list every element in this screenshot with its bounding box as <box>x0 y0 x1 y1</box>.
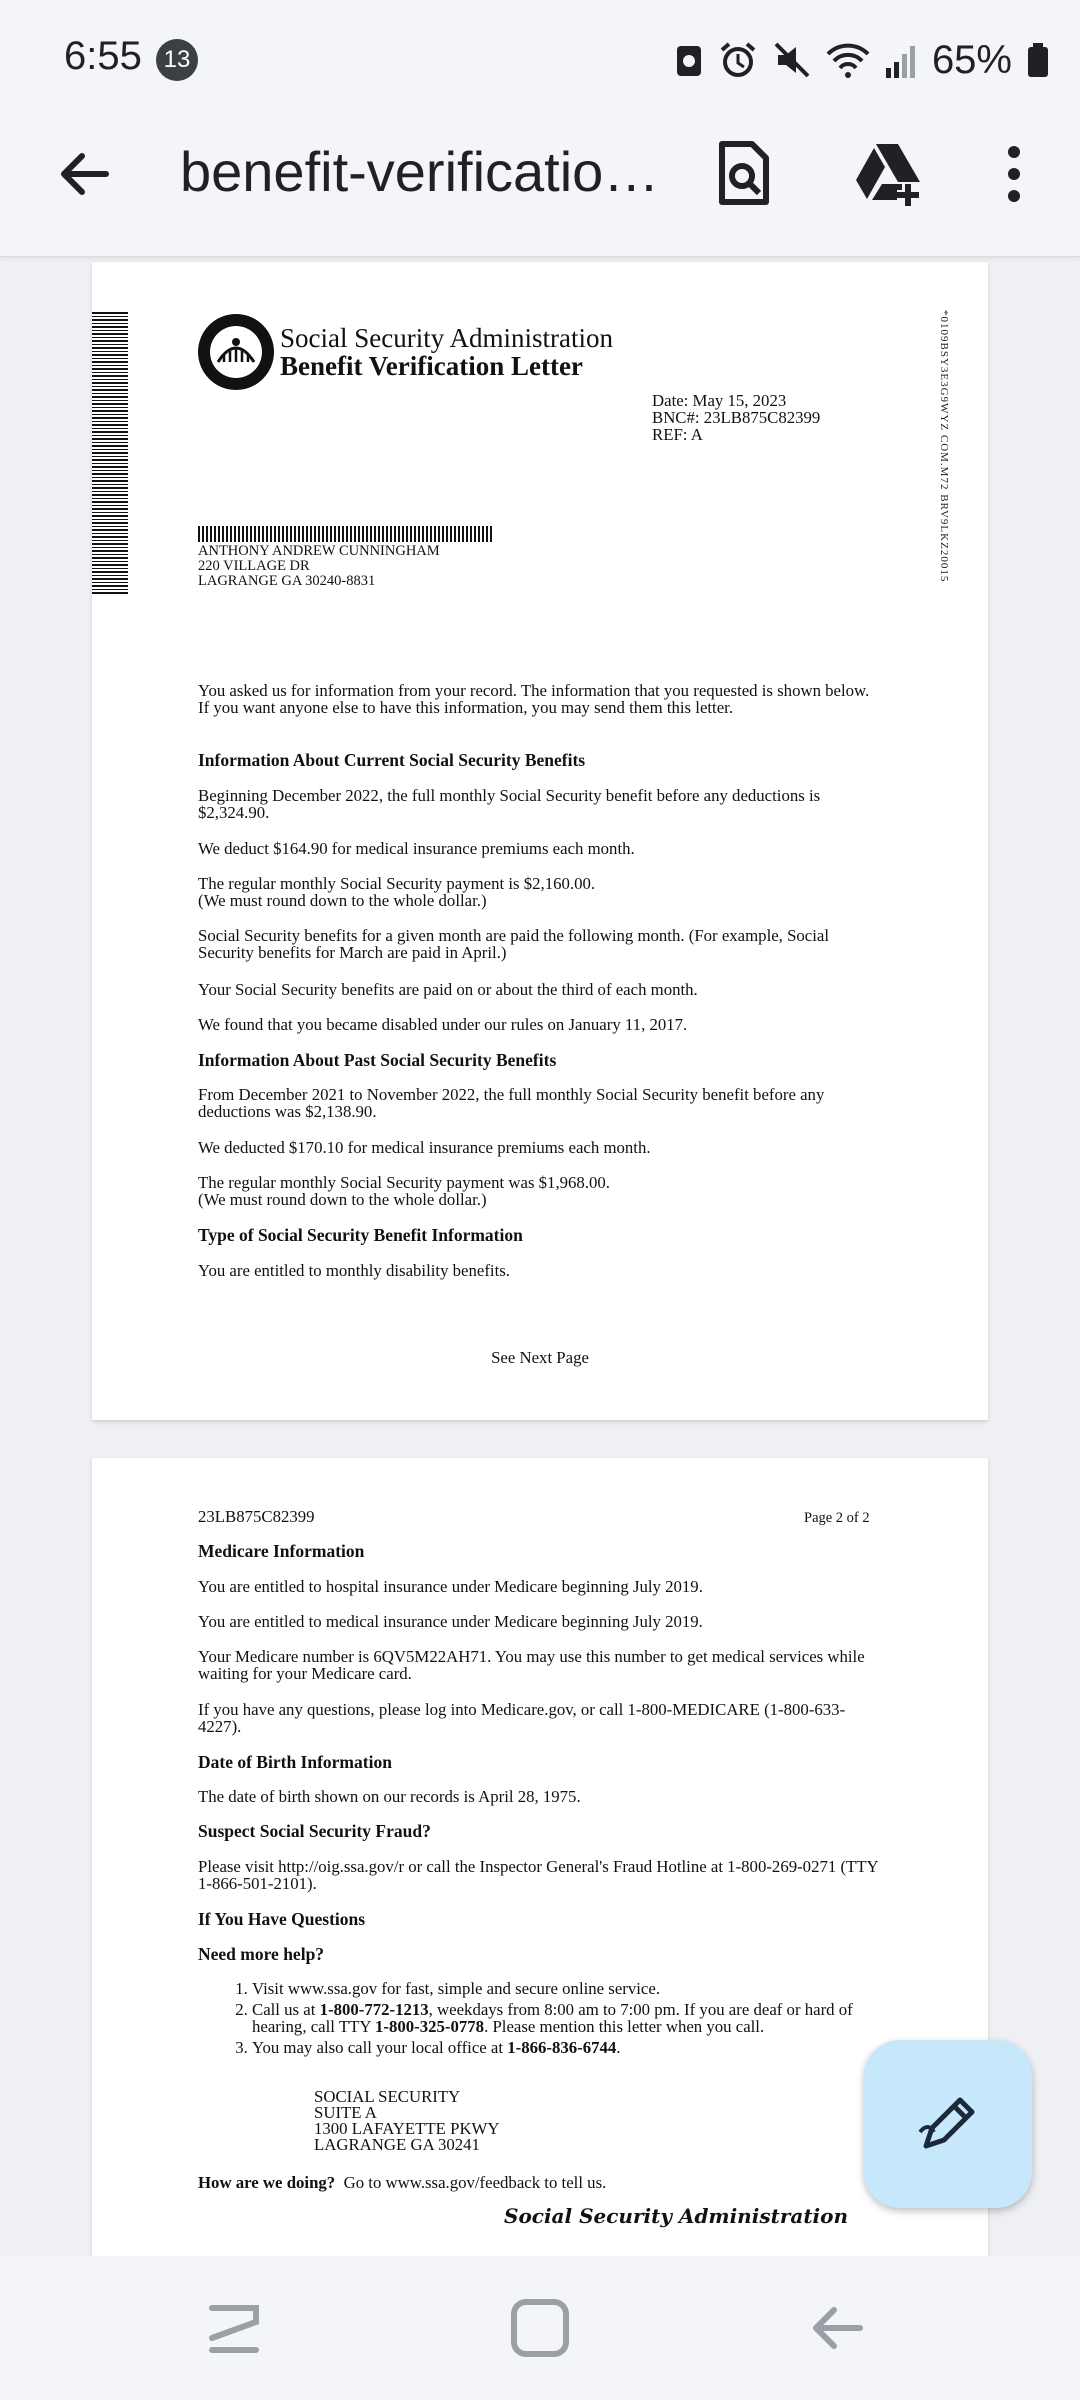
see-next-page: See Next Page <box>491 1348 589 1367</box>
add-to-drive-icon[interactable] <box>852 138 924 210</box>
past-payment-note: (We must round down to the whole dollar.) <box>198 1190 487 1209</box>
ref-code: REF: A <box>652 425 703 444</box>
local-office-phone: 1-866-836-6744 <box>507 2038 617 2057</box>
help-heading: Need more help? <box>198 1944 325 1964</box>
help-item-2: 2. Call us at 1-800-772-1213, weekdays from 8:00 am to 7:00 pm. If you are deaf or hard of hearing, call TTY 1-800-325-0778. Please mention this letter when you call. <box>252 2001 892 2035</box>
office-line-4: LAGRANGE GA 30241 <box>314 2135 480 2154</box>
ssa-seal-logo <box>196 312 276 392</box>
fraud-text: Please visit http://oig.ssa.gov/r or call the Inspector General's Fraud Hotline at 1-800-269-0271 (TTY 1-866-501-2101). <box>198 1857 879 1893</box>
wifi-icon <box>826 40 870 80</box>
medicare-medical: You are entitled to medical insurance under Medicare beginning July 2019. <box>198 1612 703 1631</box>
more-vert-icon[interactable] <box>978 138 1050 210</box>
feedback-text: Go to www.ssa.gov/feedback to tell us. <box>343 2173 607 2192</box>
office-line-2: SUITE A <box>314 2103 377 2122</box>
battery-percentage: 65% <box>931 37 1012 82</box>
status-icons <box>674 34 1050 86</box>
payment-date: Your Social Security benefits are paid on or about the third of each month. <box>198 980 698 999</box>
search-document-icon[interactable] <box>708 138 780 210</box>
battery-icon <box>1026 40 1050 80</box>
document-page-2[interactable] <box>92 1458 988 2258</box>
help-list <box>212 1980 892 2060</box>
past-benefit-amount: From December 2021 to November 2022, the full monthly Social Security benefit before any deductions was $2,138.90. <box>198 1085 825 1121</box>
status-bar <box>0 0 1080 120</box>
page-number-label: Page 2 of 2 <box>804 1510 870 1526</box>
help-item-3: 3. You may also call your local office at 1-866-836-6744. <box>252 2039 892 2056</box>
feedback-label: How are we doing? <box>198 2173 336 2192</box>
agency-name: Social Security Administration <box>280 323 613 353</box>
address-city: LAGRANGE GA 30240-8831 <box>198 573 376 589</box>
side-reference-code: *0109BSY3E3G9WYZ COM.M72 BRV9LKZ20015 <box>938 310 950 583</box>
current-deduction: We deduct $164.90 for medical insurance premiums each month. <box>198 839 635 858</box>
past-payment: The regular monthly Social Security payment was $1,968.00. <box>198 1173 610 1192</box>
back-icon[interactable] <box>800 2288 880 2368</box>
current-benefits-heading: Information About Current Social Security Benefits <box>198 750 586 770</box>
address-street: 220 VILLAGE DR <box>198 558 310 574</box>
document-title: benefit-verificatio… <box>180 140 660 203</box>
intro-paragraph: You asked us for information from your record. The information that you requested is shown below. If you want anyone else to have this information, you may send them this letter. <box>198 681 870 717</box>
past-benefits-heading: Information About Past Social Security Benefits <box>198 1050 557 1070</box>
payment-timing: Social Security benefits for a given month are paid the following month. (For example, Social Security benefits for March are paid in April.) <box>198 926 830 962</box>
medicare-heading: Medicare Information <box>198 1541 365 1561</box>
mute-icon <box>772 40 812 80</box>
document-page-1[interactable] <box>92 262 988 1420</box>
office-line-1: SOCIAL SECURITY <box>314 2087 461 2106</box>
dob-text: The date of birth shown on our records is April 28, 1975. <box>198 1787 581 1806</box>
page2-ref-code: 23LB875C82399 <box>198 1507 315 1526</box>
ssa-phone-number: 1-800-772-1213 <box>319 2000 429 2019</box>
tty-phone-number: 1-800-325-0778 <box>375 2017 485 2036</box>
fraud-heading: Suspect Social Security Fraud? <box>198 1821 431 1841</box>
system-nav-bar <box>0 2256 1080 2400</box>
help-item-1: 1. Visit www.ssa.gov for fast, simple and secure online service. <box>252 1980 892 1997</box>
signature: Social Security Administration <box>504 2204 849 2228</box>
disability-date: We found that you became disabled under our rules on January 11, 2017. <box>198 1015 688 1034</box>
medicare-number: Your Medicare number is 6QV5M22AH71. You may use this number to get medical services while waiting for your Medicare card. <box>198 1647 865 1683</box>
current-benefit-amount: Beginning December 2022, the full monthly Social Security benefit before any deductions is $2,324.90. <box>198 786 821 822</box>
postal-barcode <box>198 526 494 542</box>
past-deduction: We deducted $170.10 for medical insurance premiums each month. <box>198 1138 651 1157</box>
bnc-number: BNC#: 23LB875C82399 <box>652 408 821 427</box>
recycle-icon <box>674 40 704 80</box>
edit-pen-icon <box>916 2092 980 2156</box>
medicare-hospital: You are entitled to hospital insurance under Medicare beginning July 2019. <box>198 1577 703 1596</box>
letter-date: Date: May 15, 2023 <box>652 391 787 410</box>
side-barcode <box>92 312 128 594</box>
dob-heading: Date of Birth Information <box>198 1752 392 1772</box>
feedback-line <box>198 2174 888 2191</box>
letter-title: Benefit Verification Letter <box>280 351 583 381</box>
medicare-contact: If you have any questions, please log into Medicare.gov, or call 1-800-MEDICARE (1-800-633-4227). <box>198 1700 846 1736</box>
back-arrow-icon[interactable] <box>52 142 116 206</box>
current-payment: The regular monthly Social Security payment is $2,160.00. <box>198 874 596 893</box>
recents-icon[interactable] <box>194 2288 274 2368</box>
notification-count-badge: 13 <box>156 39 198 81</box>
questions-heading: If You Have Questions <box>198 1909 366 1929</box>
status-time: 6:55 <box>64 34 142 78</box>
address-name: ANTHONY ANDREW CUNNINGHAM <box>198 543 440 559</box>
home-icon[interactable] <box>500 2288 580 2368</box>
benefit-type: You are entitled to monthly disability benefits. <box>198 1261 510 1280</box>
alarm-icon <box>718 40 758 80</box>
edit-fab-button[interactable] <box>864 2040 1032 2208</box>
office-line-3: 1300 LAFAYETTE PKWY <box>314 2119 500 2138</box>
signal-icon <box>884 40 918 80</box>
current-payment-note: (We must round down to the whole dollar.) <box>198 891 487 910</box>
benefit-type-heading: Type of Social Security Benefit Information <box>198 1225 523 1245</box>
